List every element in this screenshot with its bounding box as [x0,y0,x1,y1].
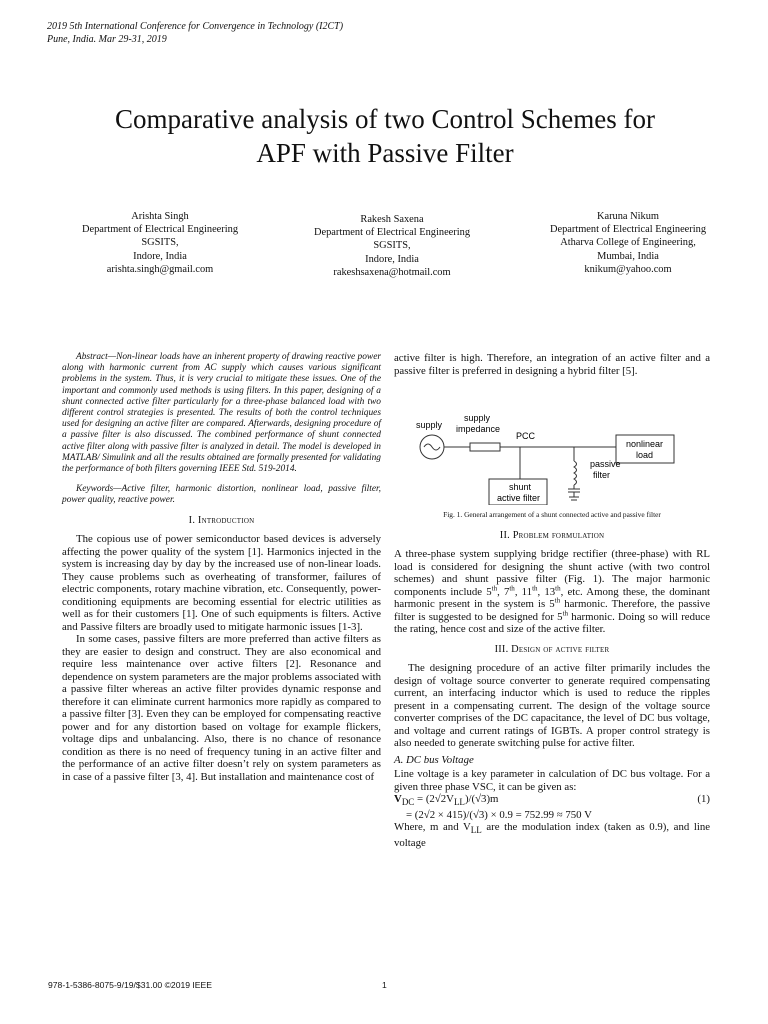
title-line-1: Comparative analysis of two Control Schemes for [115,104,655,134]
author-inst: Atharva College of Engineering, [560,237,696,249]
equation-1-number: (1) [697,793,710,805]
circuit-diagram [394,383,710,505]
abstract: Abstract—Non-linear loads have an inherent property of drawing reactive power along with harmonic current from AC supply which causes various significant problems in the system. Thus, it is very crucial to mitigate these issues. One of the important and commonly used methods is using filters. In this paper, designing of a shunt connected active filter particularly for a three-phase balanced load with two different control strategies is presented. The results of both the control techniques used for designing an active filter are compared. Afterwards, designing procedure of a passive filter is also discussed. The combined performance of shunt connected active filter along with passive filter is analyzed in detail. The model is developed in MATLAB/ Simulink and all the results obtained are formally presented for validating the performance of both filters governing IEEE Std. 519-2014. [62,352,381,475]
intro-paragraph-2: In some cases, passive filters are more preferred than active filters as they are easier to design and construct. They are also economical and require less maintenance over active filters [2]. Resonance and dependence on system parameters are the major problems associated with a passive filter whereas an active filter provides dynamic response and therefore it can eliminate current harmonics more rapidly as compared to a passive filter [3]. Even they can be employed for compensating reactive power and for any distortion based on voltage for example flickers, voltage dips and unbalancing. Also, there is no chance of resonance condition as there is no need of frequency tuning in an active filter and the performance of an active filter doesn’t rely on system parameters as in case of a passive filter [3, 4]. But installation and maintenance cost of [62,633,381,783]
problem-paragraph: A three-phase system supplying bridge rectifier (three-phase) with RL load is considered for designing the shunt active (with two control schemes) and shunt passive filter (Fig. 1). The major harmonic components include 5th, 7th, 11th, 13th, etc. Among these, the dominant harmonic present in the system is 5th harmonic. Therefore, the passive filter is suggested to be designed for 5th harmonic. Doing so will reduce the rating, hence cost and size of the active filter. [394,548,710,635]
author-name: Karuna Nikum [596,211,660,222]
label-supply: supply [416,420,443,430]
equation-1 [394,793,710,809]
sup-th: th [555,583,561,592]
label-shunt: shunt [509,482,532,492]
sup-th: th [491,583,498,592]
problem-text-a: A three-phase system supplying bridge rectifier (three-phase) with RL load is considered for designing the shunt active (with two control schemes) and shunt passive filter (Fig. 1). The major harmonic components include 5 [394,548,710,598]
page-number: 1 [382,980,387,990]
problem-text-d: harmonic. Doing so will reduce the rating, hence cost and size of the active filter. [394,610,710,635]
author-dept: Department of Electrical Engineering [549,224,707,236]
sup-th: th [509,583,515,592]
problem-text-b: , etc. Among these, the dominant harmonic present in the system is 5 [394,585,710,610]
conference-line-1: 2019 5th International Conference for Convergence in Technology (I2CT) [47,21,344,32]
author-email: arishta.singh@gmail.com [106,263,214,275]
problem-heading-text: II. Problem formulation [499,529,605,541]
left-column [62,352,381,783]
inductor-icon [574,461,577,485]
author-city: Indore, India [365,253,419,265]
section-heading-problem [394,530,710,543]
author-email: rakeshsaxena@hotmail.com [333,266,451,278]
author-dept: Department of Electrical Engineering [81,224,239,236]
equation-2: = (2√2 × 415)/(√3) × 0.9 = 752.99 ≈ 750 V [406,808,592,821]
problem-text-c: harmonic. Therefore, the passive filter is suggested to be designed for 5 [394,598,710,623]
footer-isbn: 978-1-5386-8075-9/19/$31.00 ©2019 IEEE [48,980,213,990]
label-active-filter: active filter [497,493,541,503]
author-name: Rakesh Saxena [360,214,424,225]
label-supply-impedance-2: impedance [456,424,501,434]
paper-title [40,102,730,170]
title-line-2: APF with Passive Filter [256,138,514,168]
label-pcc: PCC [516,431,536,441]
author-inst: SGSITS, [141,237,179,249]
subsection-dc-bus-voltage: A. DC bus Voltage [394,753,474,766]
conference-line-2: Pune, India. Mar 29-31, 2019 [47,34,167,45]
design-paragraph: The designing procedure of an active filter primarily includes the design of voltage source converter to generate required compensating current, an interfacing inductor which is used to reduce the ripples present in a compensating current. The design of the voltage source converter comprises of the DC capacitance, the level of DC bus voltage, and voltage and current ratings of IGBTs. A proper control strategy is also needed to generate switching pulse for active filter. [394,662,710,749]
author-name: Arishta Singh [131,211,189,222]
author-city: Indore, India [133,250,187,262]
author-dept: Department of Electrical Engineering [313,227,471,239]
where-paragraph: Where, m and $V_{LL}$ are the modulation index (taken as 0.9), and line voltage [394,821,711,849]
sup-th: th [562,608,569,617]
right-column [394,352,710,849]
conference-header [47,20,343,46]
impedance-icon [470,443,500,451]
author-block-3 [518,210,738,276]
label-load: load [636,450,654,460]
label-nonlinear: nonlinear [626,439,664,449]
section-heading-introduction: I. Introduction [188,514,255,526]
keywords: Keywords—Active filter, harmonic distortion, nonlinear load, passive filter, power quality, reactive power. [62,484,381,506]
right-paragraph-1: active filter is high. Therefore, an integration of an active filter and a passive filter is preferred in designing a hybrid filter [5]. [394,352,710,377]
sup-th: th [532,583,538,592]
author-city: Mumbai, India [597,250,659,262]
intro-paragraph-1: The copious use of power semiconductor based devices is adversely affecting the power quality of the system [1]. Harmonics injected in the system is increasing day by day by the increased use of non-linear loads. They cause problems such as overheating of transformer, failures of electric components, rotary machine vibration, etc. Consequently, power-conditioning equipments are becoming essential for electric utilities as well as for their customers [1]. One of such equipments is filters. Active and Passive filters are broadly used to mitigate harmonic issues [1-3]. [62,533,381,633]
author-inst: SGSITS, [373,240,411,252]
equation-1-body: $V_{DC} = (2√2V_{LL})/(√3)m$ [394,793,499,808]
label-passive: passive [590,459,621,469]
label-supply-impedance-1: supply [464,413,491,423]
sup-th: th [554,596,561,605]
figure-1 [394,383,710,505]
figure-caption: Fig. 1. General arrangement of a shunt connected active and passive filter [443,510,661,519]
dc-paragraph: Line voltage is a key parameter in calculation of DC bus voltage. For a given three phase VSC, it can be given as: [394,768,710,793]
author-block-1 [60,210,260,276]
label-filter: filter [593,470,611,480]
author-email: knikum@yahoo.com [584,263,672,275]
author-block-2 [292,213,492,279]
section-heading-design: III. Design of active filter [494,643,610,655]
